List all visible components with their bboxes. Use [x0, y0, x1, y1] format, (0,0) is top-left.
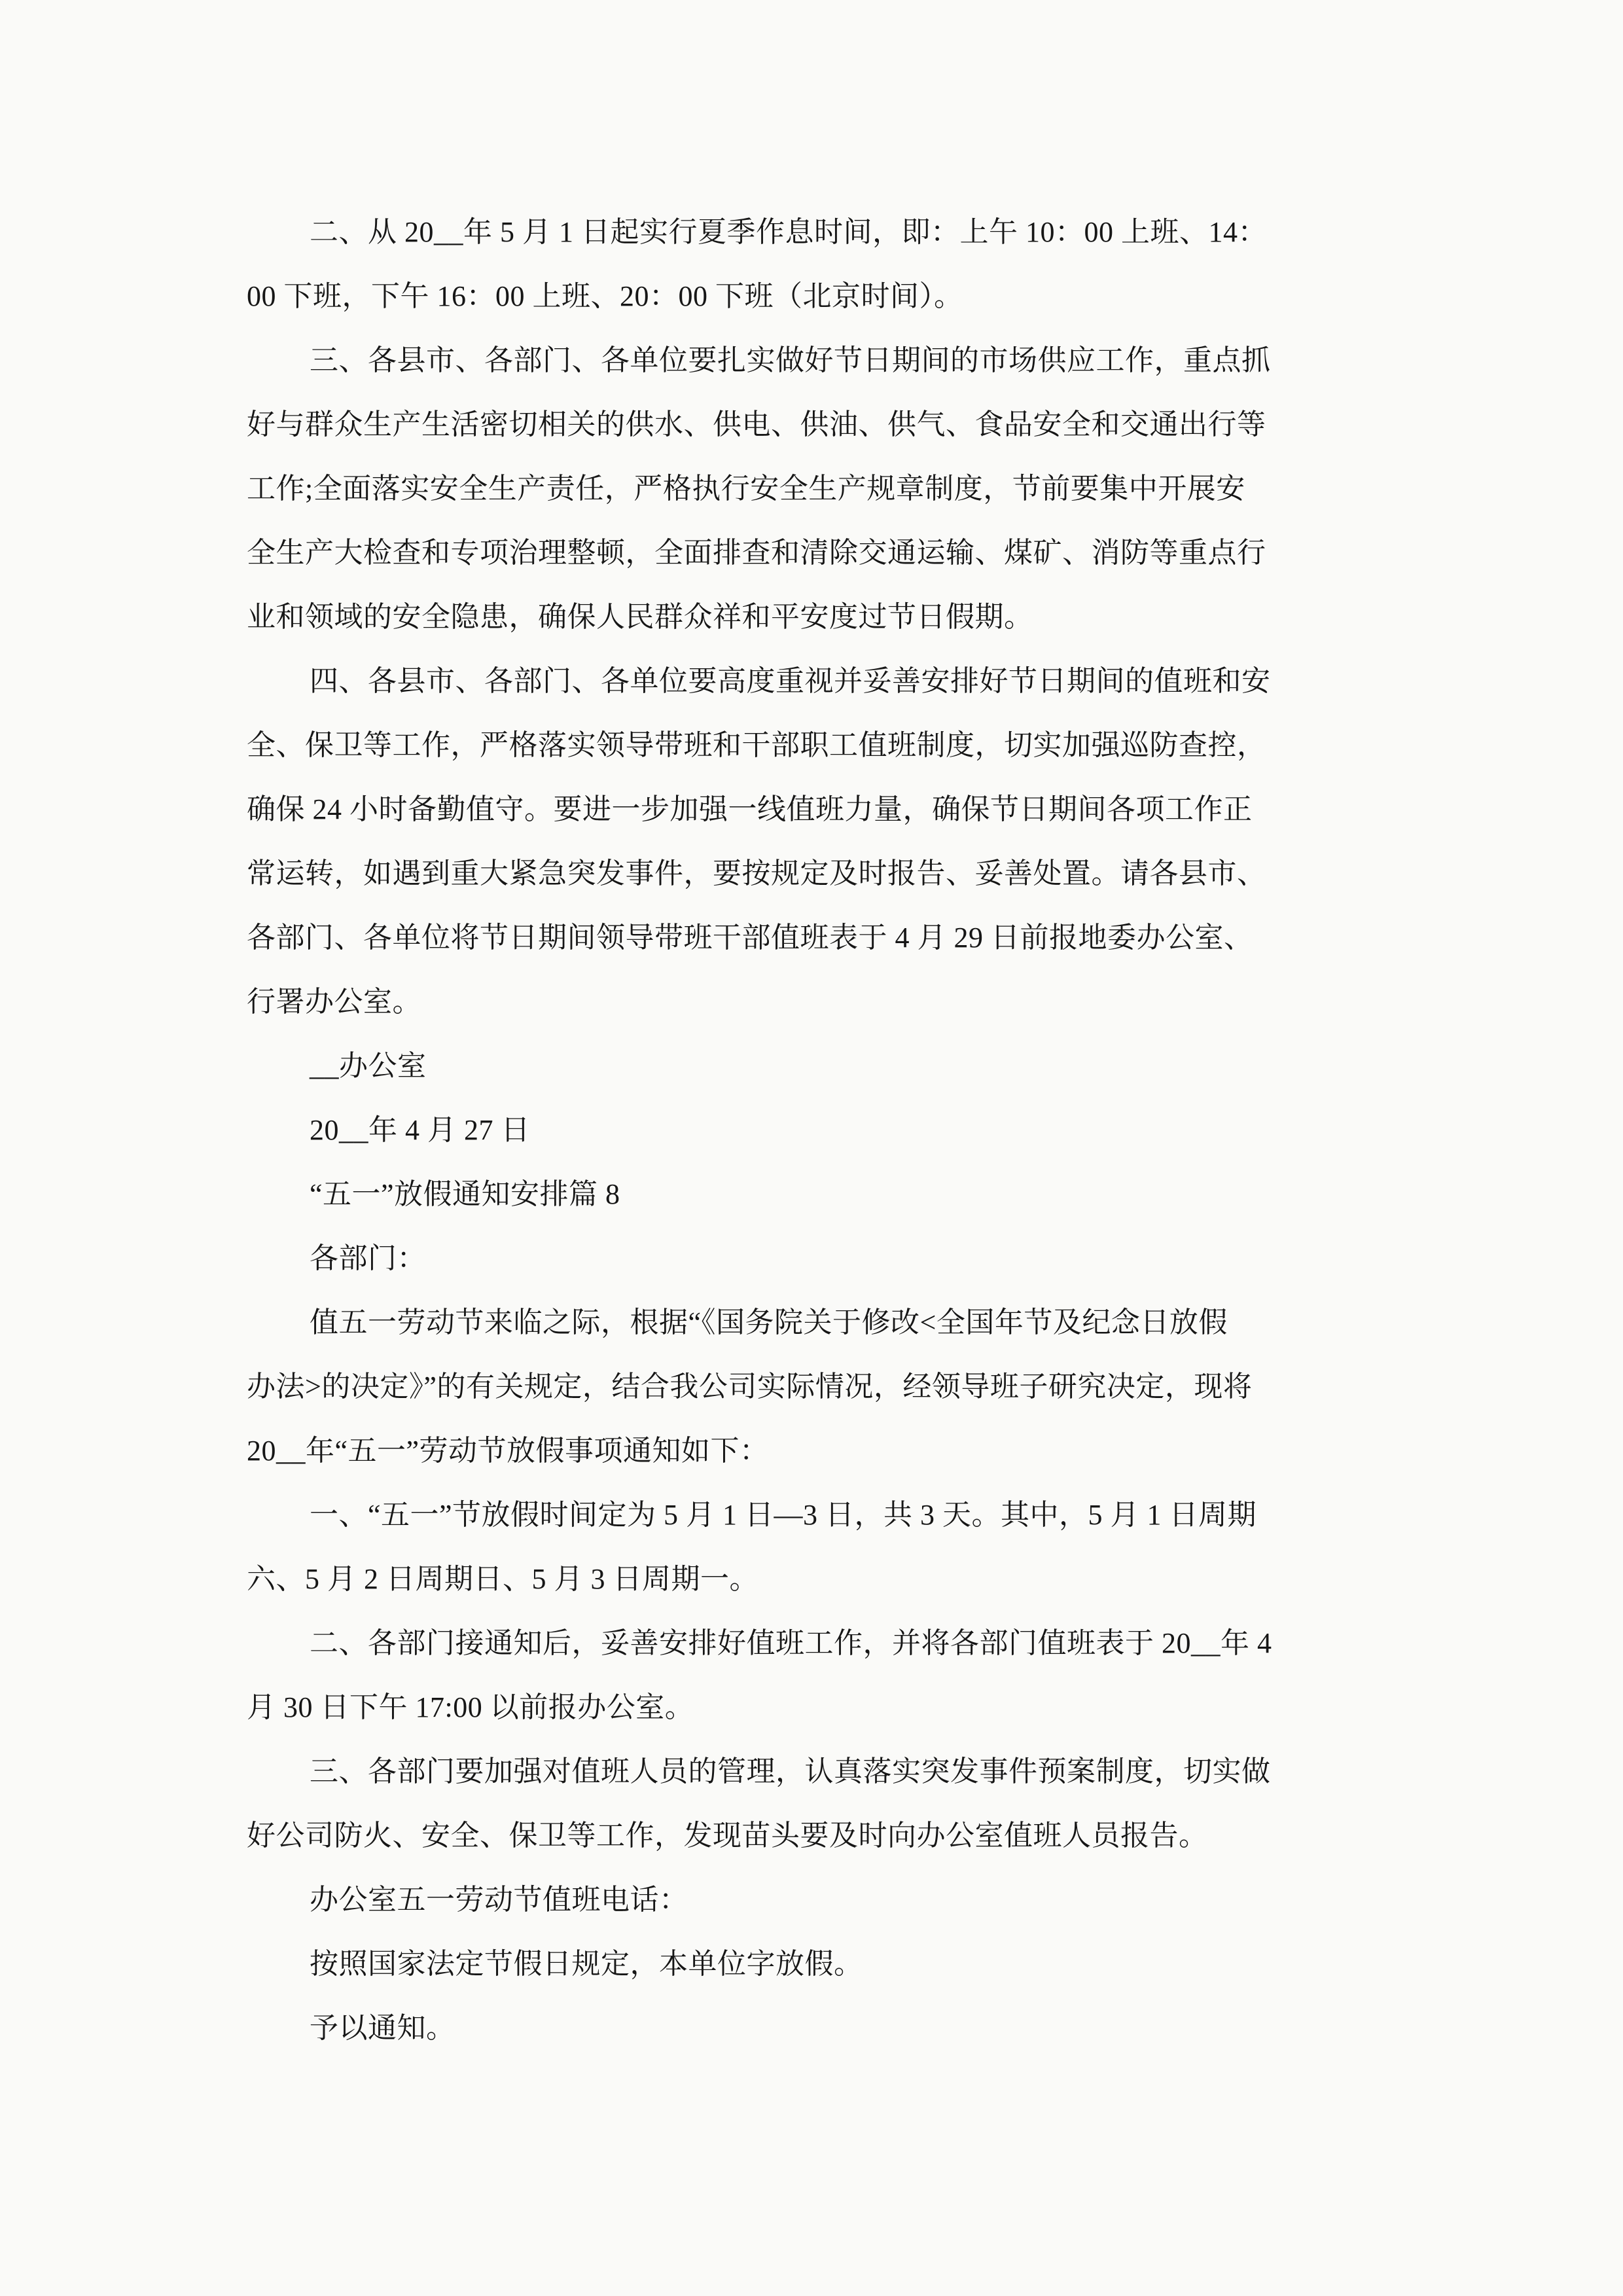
- text-line: 三、各县市、各部门、各单位要扎实做好节日期间的市场供应工作，重点抓: [310, 344, 1271, 376]
- text-line: 各部门：: [310, 1242, 426, 1274]
- text-line: 20__年 4 月 27 日: [310, 1114, 530, 1146]
- text-line: 各部门、各单位将节日期间领导带班干部值班表于 4 月 29 日前报地委办公室、: [247, 922, 1253, 954]
- text-line: 二、从 20__年 5 月 1 日起实行夏季作息时间，即：上午 10：00 上班、14：: [310, 216, 1267, 248]
- text-line: 三、各部门要加强对值班人员的管理，认真落实突发事件预案制度，切实做: [310, 1755, 1271, 1787]
- text-line: 值五一劳动节来临之际，根据“《国务院关于修改<全国年节及纪念日放假: [310, 1306, 1228, 1338]
- text-line: 常运转，如遇到重大紧急突发事件，要按规定及时报告、妥善处置。请各县市、: [247, 857, 1266, 889]
- text-line: __办公室: [310, 1050, 427, 1082]
- text-line: 六、5 月 2 日周期日、5 月 3 日周期一。: [247, 1563, 758, 1595]
- text-line: 好公司防火、安全、保卫等工作，发现苗头要及时向办公室值班人员报告。: [247, 1820, 1208, 1852]
- text-line: 办法>的决定》”的有关规定，结合我公司实际情况，经领导班子研究决定，现将: [247, 1371, 1253, 1403]
- text-line: 按照国家法定节假日规定，本单位字放假。: [310, 1948, 863, 1980]
- text-line: 00 下班，下午 16：00 上班、20：00 下班（北京时间）。: [247, 280, 963, 312]
- text-line: “五一”放假通知安排篇 8: [310, 1178, 620, 1210]
- text-line: 业和领域的安全隐患，确保人民群众祥和平安度过节日假期。: [247, 601, 1033, 633]
- text-line: 确保 24 小时备勤值守。要进一步加强一线值班力量，确保节日期间各项工作正: [247, 793, 1253, 825]
- text-line: 四、各县市、各部门、各单位要高度重视并妥善安排好节日期间的值班和安: [310, 665, 1271, 697]
- text-line: 行署办公室。: [247, 986, 421, 1018]
- text-line: 20__年“五一”劳动节放假事项通知如下：: [247, 1435, 769, 1467]
- text-line: 一、“五一”节放假时间定为 5 月 1 日—3 日，共 3 天。其中，5 月 1 日周期: [310, 1499, 1257, 1531]
- text-line: 工作;全面落实安全生产责任，严格执行安全生产规章制度，节前要集中开展安: [247, 473, 1245, 505]
- text-line: 全生产大检查和专项治理整顿，全面排查和清除交通运输、煤矿、消防等重点行: [247, 537, 1266, 569]
- text-line: 二、各部门接通知后，妥善安排好值班工作，并将各部门值班表于 20__年 4: [310, 1627, 1272, 1659]
- text-line: 月 30 日下午 17:00 以前报办公室。: [247, 1691, 694, 1723]
- text-line: 办公室五一劳动节值班电话：: [310, 1884, 688, 1916]
- text-line: 好与群众生产生活密切相关的供水、供电、供油、供气、食品安全和交通出行等: [247, 408, 1266, 440]
- text-line: 全、保卫等工作，严格落实领导带班和干部职工值班制度，切实加强巡防查控，: [247, 729, 1266, 761]
- text-line: 予以通知。: [310, 2012, 455, 2044]
